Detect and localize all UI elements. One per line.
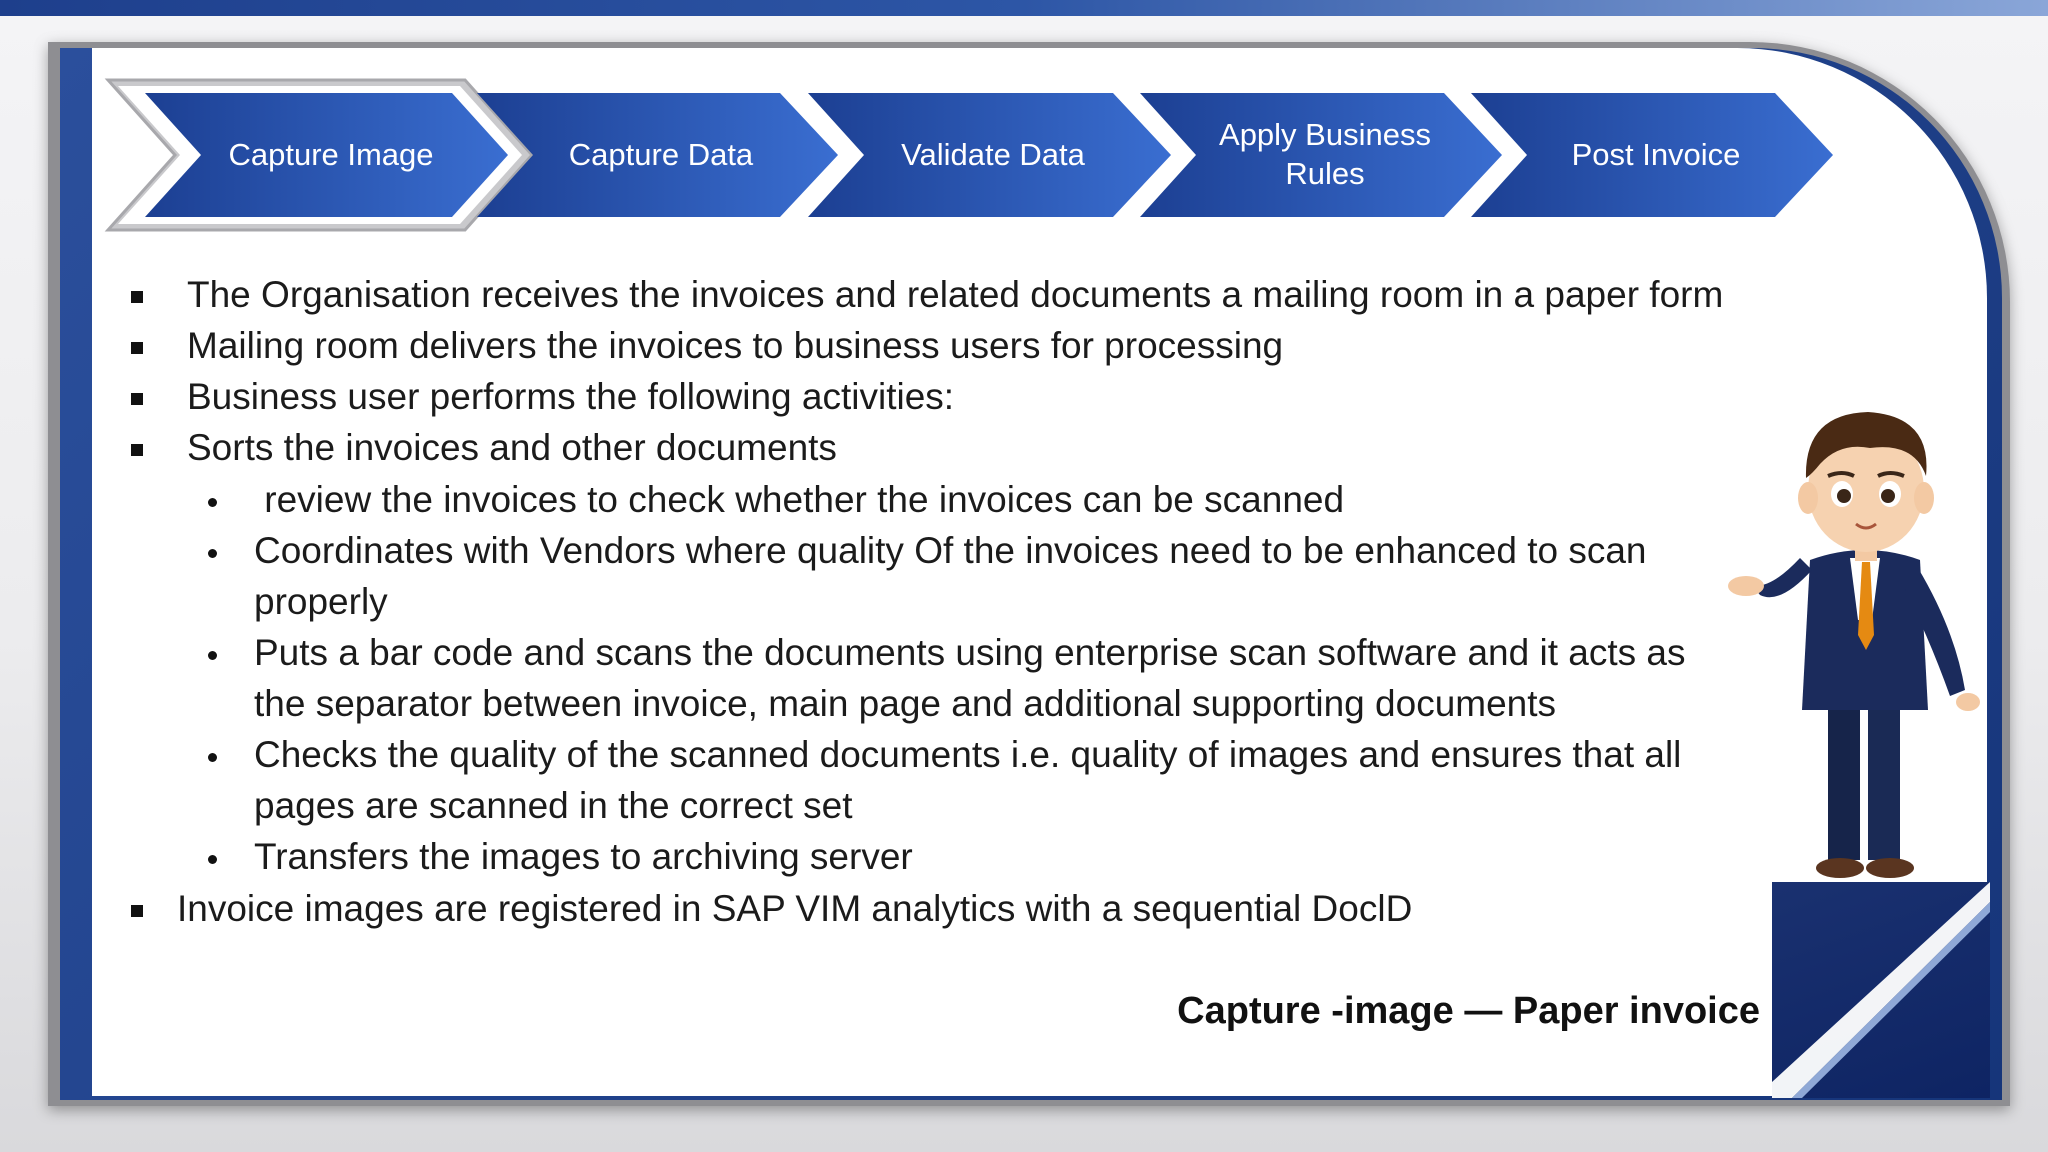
bullet-text: The Organisation receives the invoices and related documents a mailing room in a paper form	[187, 274, 1724, 315]
corner-decoration	[1772, 882, 1990, 1098]
sub-bullet-text: properly	[254, 581, 388, 622]
presenter-character-icon	[1700, 390, 2000, 890]
round-bullet-icon	[208, 753, 217, 762]
square-bullet-icon	[131, 444, 143, 456]
sub-bullet-text: Checks the quality of the scanned documents i.e. quality of images and ensures that all	[254, 734, 1682, 775]
bullet-text: Business user performs the following activities:	[187, 376, 955, 417]
round-bullet-icon	[208, 549, 217, 558]
step-label-apply-business-rules[interactable]: Apply Business Rules	[1219, 117, 1431, 191]
bullet-text: Sorts the invoices and other documents	[187, 427, 837, 468]
step-label-post-invoice[interactable]: Post Invoice	[1571, 136, 1741, 172]
step-label-capture-data[interactable]: Capture Data	[568, 136, 754, 172]
bullet-text: Mailing room delivers the invoices to business users for processing	[187, 325, 1284, 366]
round-bullet-icon	[208, 855, 217, 864]
square-bullet-icon	[131, 393, 143, 405]
square-bullet-icon	[131, 342, 143, 354]
round-bullet-icon	[208, 498, 217, 507]
sub-bullet-text: Transfers the images to archiving server	[254, 836, 913, 877]
step-label-validate-data[interactable]: Validate Data	[901, 136, 1085, 172]
bullet-text: Invoice images are registered in SAP VIM analytics with a sequential DoclD	[177, 888, 1413, 929]
square-bullet-icon	[131, 905, 143, 917]
sub-bullet-text: review the invoices to check whether the invoices can be scanned	[254, 479, 1345, 520]
slide-caption: Capture -image — Paper invoice	[1177, 990, 1760, 1032]
square-bullet-icon	[131, 291, 143, 303]
round-bullet-icon	[208, 651, 217, 660]
sub-bullet-text: the separator between invoice, main page and additional supporting documents	[254, 683, 1557, 724]
sub-bullet-text: pages are scanned in the correct set	[254, 785, 853, 826]
step-label-capture-image[interactable]: Capture Image	[228, 136, 434, 172]
sub-bullet-text: Puts a bar code and scans the documents using enterprise scan software and it acts as	[254, 632, 1686, 673]
sub-bullet-text: Coordinates with Vendors where quality Of the invoices need to be enhanced to scan	[254, 530, 1647, 571]
process-steps	[0, 0, 2048, 260]
